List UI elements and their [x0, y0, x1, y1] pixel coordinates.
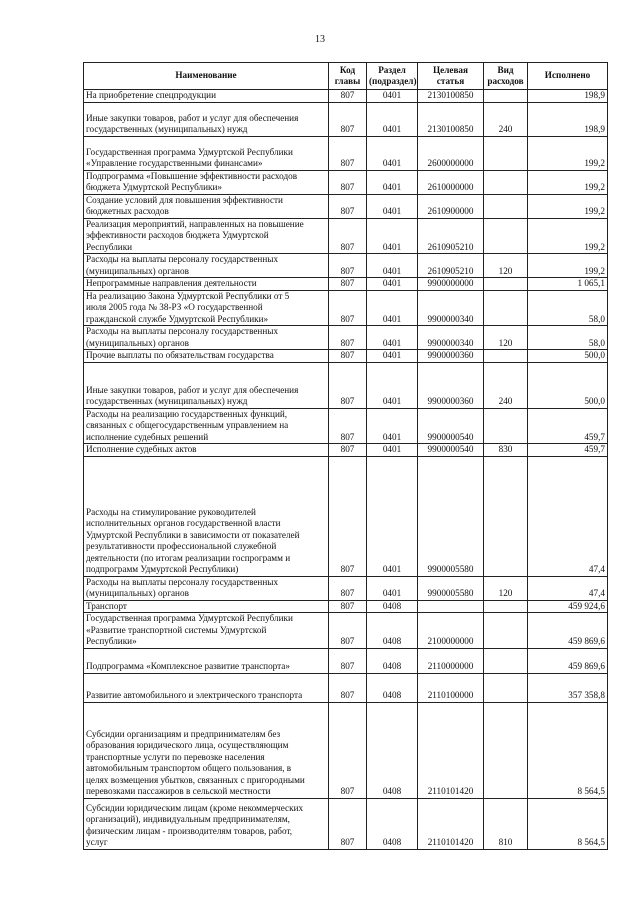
row-label: Транспорт: [86, 600, 127, 611]
cell-section: 0401: [367, 456, 418, 576]
cell-section: 0408: [367, 673, 418, 702]
cell-name: [84, 326, 329, 350]
cell-target: 2110000000: [418, 648, 484, 673]
cell-executed: 47,4: [528, 456, 608, 576]
cell-name: [84, 290, 329, 326]
cell-executed: 8 564,5: [528, 798, 608, 849]
row-label: Создание условий для повышения эффективности бюджетных расходов: [86, 194, 283, 216]
cell-target: 2130100850: [418, 90, 484, 103]
cell-code: 807: [329, 600, 367, 613]
cell-name: [84, 408, 329, 444]
cell-code: 807: [329, 798, 367, 849]
cell-kind: [484, 600, 528, 613]
cell-target: 2130100850: [418, 102, 484, 136]
cell-name: [84, 798, 329, 849]
table-row: [84, 648, 608, 673]
cell-target: 9900000360: [418, 350, 484, 363]
cell-target: 2610000000: [418, 170, 484, 194]
row-label: На реализацию Закона Удмуртской Республики от 5 июля 2005 года № 38-РЗ «О государственной гражданской службе Удмуртской Республики»: [86, 290, 290, 324]
table-row: [84, 702, 608, 798]
cell-executed: 500,0: [528, 362, 608, 408]
cell-kind: 240: [484, 362, 528, 408]
cell-executed: 198,9: [528, 102, 608, 136]
row-label: Расходы на стимулирование руководителей исполнительных органов государственной власти Удмуртской Республики в зависимости от показателей результативности профессиональной служебной деятельности (по итогам реализации госпрограмм и подпрограмм Удмуртской Республики): [86, 506, 300, 574]
row-label: Иные закупки товаров, работ и услуг для обеспечения государственных (муниципальных) нужд: [86, 384, 299, 406]
cell-code: 807: [329, 194, 367, 218]
cell-executed: 8 564,5: [528, 702, 608, 798]
table-row: [84, 102, 608, 136]
table-row: [84, 136, 608, 170]
table-row: [84, 600, 608, 613]
cell-section: 0401: [367, 90, 418, 103]
cell-name: [84, 194, 329, 218]
cell-name: [84, 170, 329, 194]
cell-executed: 459 869,6: [528, 613, 608, 649]
cell-executed: 199,2: [528, 218, 608, 254]
cell-executed: 199,2: [528, 194, 608, 218]
cell-section: 0401: [367, 408, 418, 444]
cell-executed: 459,7: [528, 444, 608, 457]
table-row: [84, 194, 608, 218]
cell-section: 0401: [367, 362, 418, 408]
header-executed: Исполнено: [528, 63, 608, 90]
row-label: Субсидии юридическим лицам (кроме некоммерческих организаций), индивидуальным предпринимателям, физическим лицам - производителям товаров, работ, услуг: [86, 802, 304, 847]
table-row: [84, 350, 608, 363]
cell-section: 0408: [367, 613, 418, 649]
table-row: [84, 290, 608, 326]
header-code: Код главы: [329, 63, 367, 90]
table-row: [84, 90, 608, 103]
cell-name: [84, 576, 329, 600]
table-row: [84, 408, 608, 444]
cell-code: 807: [329, 218, 367, 254]
cell-section: 0401: [367, 254, 418, 278]
cell-code: 807: [329, 170, 367, 194]
cell-kind: [484, 290, 528, 326]
cell-executed: 199,2: [528, 170, 608, 194]
cell-executed: 199,2: [528, 136, 608, 170]
row-label: Подпрограмма «Комплексное развитие транспорта»: [86, 661, 290, 671]
table-row: [84, 444, 608, 457]
row-label: Государственная программа Удмуртской Республики «Управление государственными финансами»: [86, 146, 293, 168]
cell-name: [84, 136, 329, 170]
table-body: [84, 90, 608, 850]
cell-section: 0401: [367, 136, 418, 170]
cell-target: [418, 600, 484, 613]
cell-code: 807: [329, 136, 367, 170]
page-number: 13: [315, 34, 325, 45]
cell-executed: 199,2: [528, 254, 608, 278]
cell-code: 807: [329, 408, 367, 444]
cell-code: 807: [329, 278, 367, 291]
cell-target: 9900005580: [418, 576, 484, 600]
cell-kind: [484, 218, 528, 254]
cell-code: 807: [329, 444, 367, 457]
row-label: Расходы на выплаты персоналу государственных (муниципальных) органов: [86, 326, 279, 348]
cell-code: 807: [329, 456, 367, 576]
cell-executed: 198,9: [528, 90, 608, 103]
cell-kind: 120: [484, 254, 528, 278]
cell-kind: 120: [484, 576, 528, 600]
cell-name: [84, 278, 329, 291]
cell-kind: [484, 702, 528, 798]
cell-executed: 357 358,8: [528, 673, 608, 702]
table-row: [84, 254, 608, 278]
cell-target: 9900005580: [418, 456, 484, 576]
cell-section: 0401: [367, 102, 418, 136]
cell-target: 9900000540: [418, 444, 484, 457]
cell-section: 0401: [367, 576, 418, 600]
cell-executed: 58,0: [528, 326, 608, 350]
cell-name: [84, 456, 329, 576]
cell-target: 2110100000: [418, 673, 484, 702]
cell-code: 807: [329, 350, 367, 363]
cell-kind: [484, 194, 528, 218]
cell-executed: 47,4: [528, 576, 608, 600]
cell-name: [84, 648, 329, 673]
row-label: Реализация мероприятий, направленных на повышение эффективности расходов бюджета Удмуртской Республики: [86, 218, 304, 252]
row-label: Исполнение судебных актов: [86, 444, 197, 454]
cell-name: [84, 102, 329, 136]
row-label: Иные закупки товаров, работ и услуг для обеспечения государственных (муниципальных) нужд: [86, 112, 299, 134]
cell-target: 2600000000: [418, 136, 484, 170]
row-label: Подпрограмма «Повышение эффективности расходов бюджета Удмуртской Республики»: [86, 170, 298, 192]
row-label: Субсидии организациям и предпринимателям без образования юридического лица, осуществляющим транспортные услуги по перевозке населения автомобильным транспортом общего пользования, в целях возмещения убытков, связанных с пригородными перевозками пассажиров в сельской местности: [86, 728, 305, 796]
cell-section: 0408: [367, 648, 418, 673]
budget-table: [83, 62, 608, 850]
row-label: Расходы на реализацию государственных функций, связанных с общегосударственным управлением на исполнение судебных решений: [86, 408, 289, 442]
cell-section: 0401: [367, 170, 418, 194]
cell-kind: [484, 648, 528, 673]
cell-kind: [484, 136, 528, 170]
table-row: [84, 798, 608, 849]
cell-code: 807: [329, 290, 367, 326]
table-header-row: [84, 63, 608, 90]
cell-kind: 810: [484, 798, 528, 849]
row-label: Прочие выплаты по обязательствам государства: [86, 350, 274, 360]
cell-executed: 1 065,1: [528, 278, 608, 291]
cell-target: 2100000000: [418, 613, 484, 649]
table-row: [84, 362, 608, 408]
cell-executed: 459,7: [528, 408, 608, 444]
cell-code: 807: [329, 362, 367, 408]
cell-name: [84, 600, 329, 613]
header-section: Раздел (подраздел): [367, 63, 418, 90]
cell-section: 0401: [367, 218, 418, 254]
cell-kind: [484, 456, 528, 576]
cell-kind: [484, 90, 528, 103]
row-label: Расходы на выплаты персоналу государственных (муниципальных) органов: [86, 254, 279, 276]
cell-name: [84, 702, 329, 798]
cell-name: [84, 350, 329, 363]
row-label: Развитие автомобильного и электрического транспорта: [86, 690, 303, 700]
cell-section: 0401: [367, 278, 418, 291]
cell-executed: 500,0: [528, 350, 608, 363]
cell-executed: 459 869,6: [528, 648, 608, 673]
cell-target: 9900000340: [418, 290, 484, 326]
table-row: [84, 218, 608, 254]
cell-code: 807: [329, 90, 367, 103]
header-target: Целевая статья: [418, 63, 484, 90]
cell-code: 807: [329, 254, 367, 278]
cell-kind: [484, 170, 528, 194]
row-label: Государственная программа Удмуртской Республики «Развитие транспортной системы Удмуртской Республики»: [86, 613, 293, 646]
cell-kind: [484, 673, 528, 702]
cell-target: 9900000340: [418, 326, 484, 350]
cell-executed: 58,0: [528, 290, 608, 326]
cell-code: 807: [329, 673, 367, 702]
table-row: [84, 326, 608, 350]
cell-target: 2110101420: [418, 798, 484, 849]
cell-section: 0408: [367, 600, 418, 613]
cell-kind: 120: [484, 326, 528, 350]
cell-section: 0401: [367, 194, 418, 218]
table-row: [84, 170, 608, 194]
table-row: [84, 278, 608, 291]
table-row: [84, 673, 608, 702]
cell-name: [84, 673, 329, 702]
cell-section: 0401: [367, 326, 418, 350]
cell-section: 0401: [367, 290, 418, 326]
cell-target: 9900000360: [418, 362, 484, 408]
row-label: Расходы на выплаты персоналу государственных (муниципальных) органов: [86, 576, 279, 598]
cell-kind: [484, 278, 528, 291]
table-row: [84, 456, 608, 576]
cell-kind: [484, 613, 528, 649]
cell-code: 807: [329, 326, 367, 350]
cell-kind: 240: [484, 102, 528, 136]
cell-code: 807: [329, 576, 367, 600]
cell-name: [84, 218, 329, 254]
table-row: [84, 613, 608, 649]
cell-target: 2110101420: [418, 702, 484, 798]
table-row: [84, 576, 608, 600]
row-label: Непрограммные направления деятельности: [86, 278, 257, 288]
cell-section: 0408: [367, 798, 418, 849]
cell-code: 807: [329, 702, 367, 798]
cell-kind: [484, 408, 528, 444]
cell-section: 0401: [367, 444, 418, 457]
row-label: На приобретение спецпродукции: [86, 90, 216, 100]
cell-code: 807: [329, 102, 367, 136]
cell-code: 807: [329, 613, 367, 649]
cell-target: 2610905210: [418, 218, 484, 254]
cell-executed: 459 924,6: [528, 600, 608, 613]
cell-kind: 830: [484, 444, 528, 457]
cell-target: 2610905210: [418, 254, 484, 278]
cell-name: [84, 613, 329, 649]
cell-kind: [484, 350, 528, 363]
cell-name: [84, 444, 329, 457]
cell-section: 0408: [367, 702, 418, 798]
header-kind: Вид расходов: [484, 63, 528, 90]
cell-section: 0401: [367, 350, 418, 363]
cell-code: 807: [329, 648, 367, 673]
cell-name: [84, 90, 329, 103]
cell-name: [84, 362, 329, 408]
cell-target: 2610900000: [418, 194, 484, 218]
cell-target: 9900000540: [418, 408, 484, 444]
header-name: Наименование: [84, 63, 329, 90]
cell-name: [84, 254, 329, 278]
cell-target: 9900000000: [418, 278, 484, 291]
